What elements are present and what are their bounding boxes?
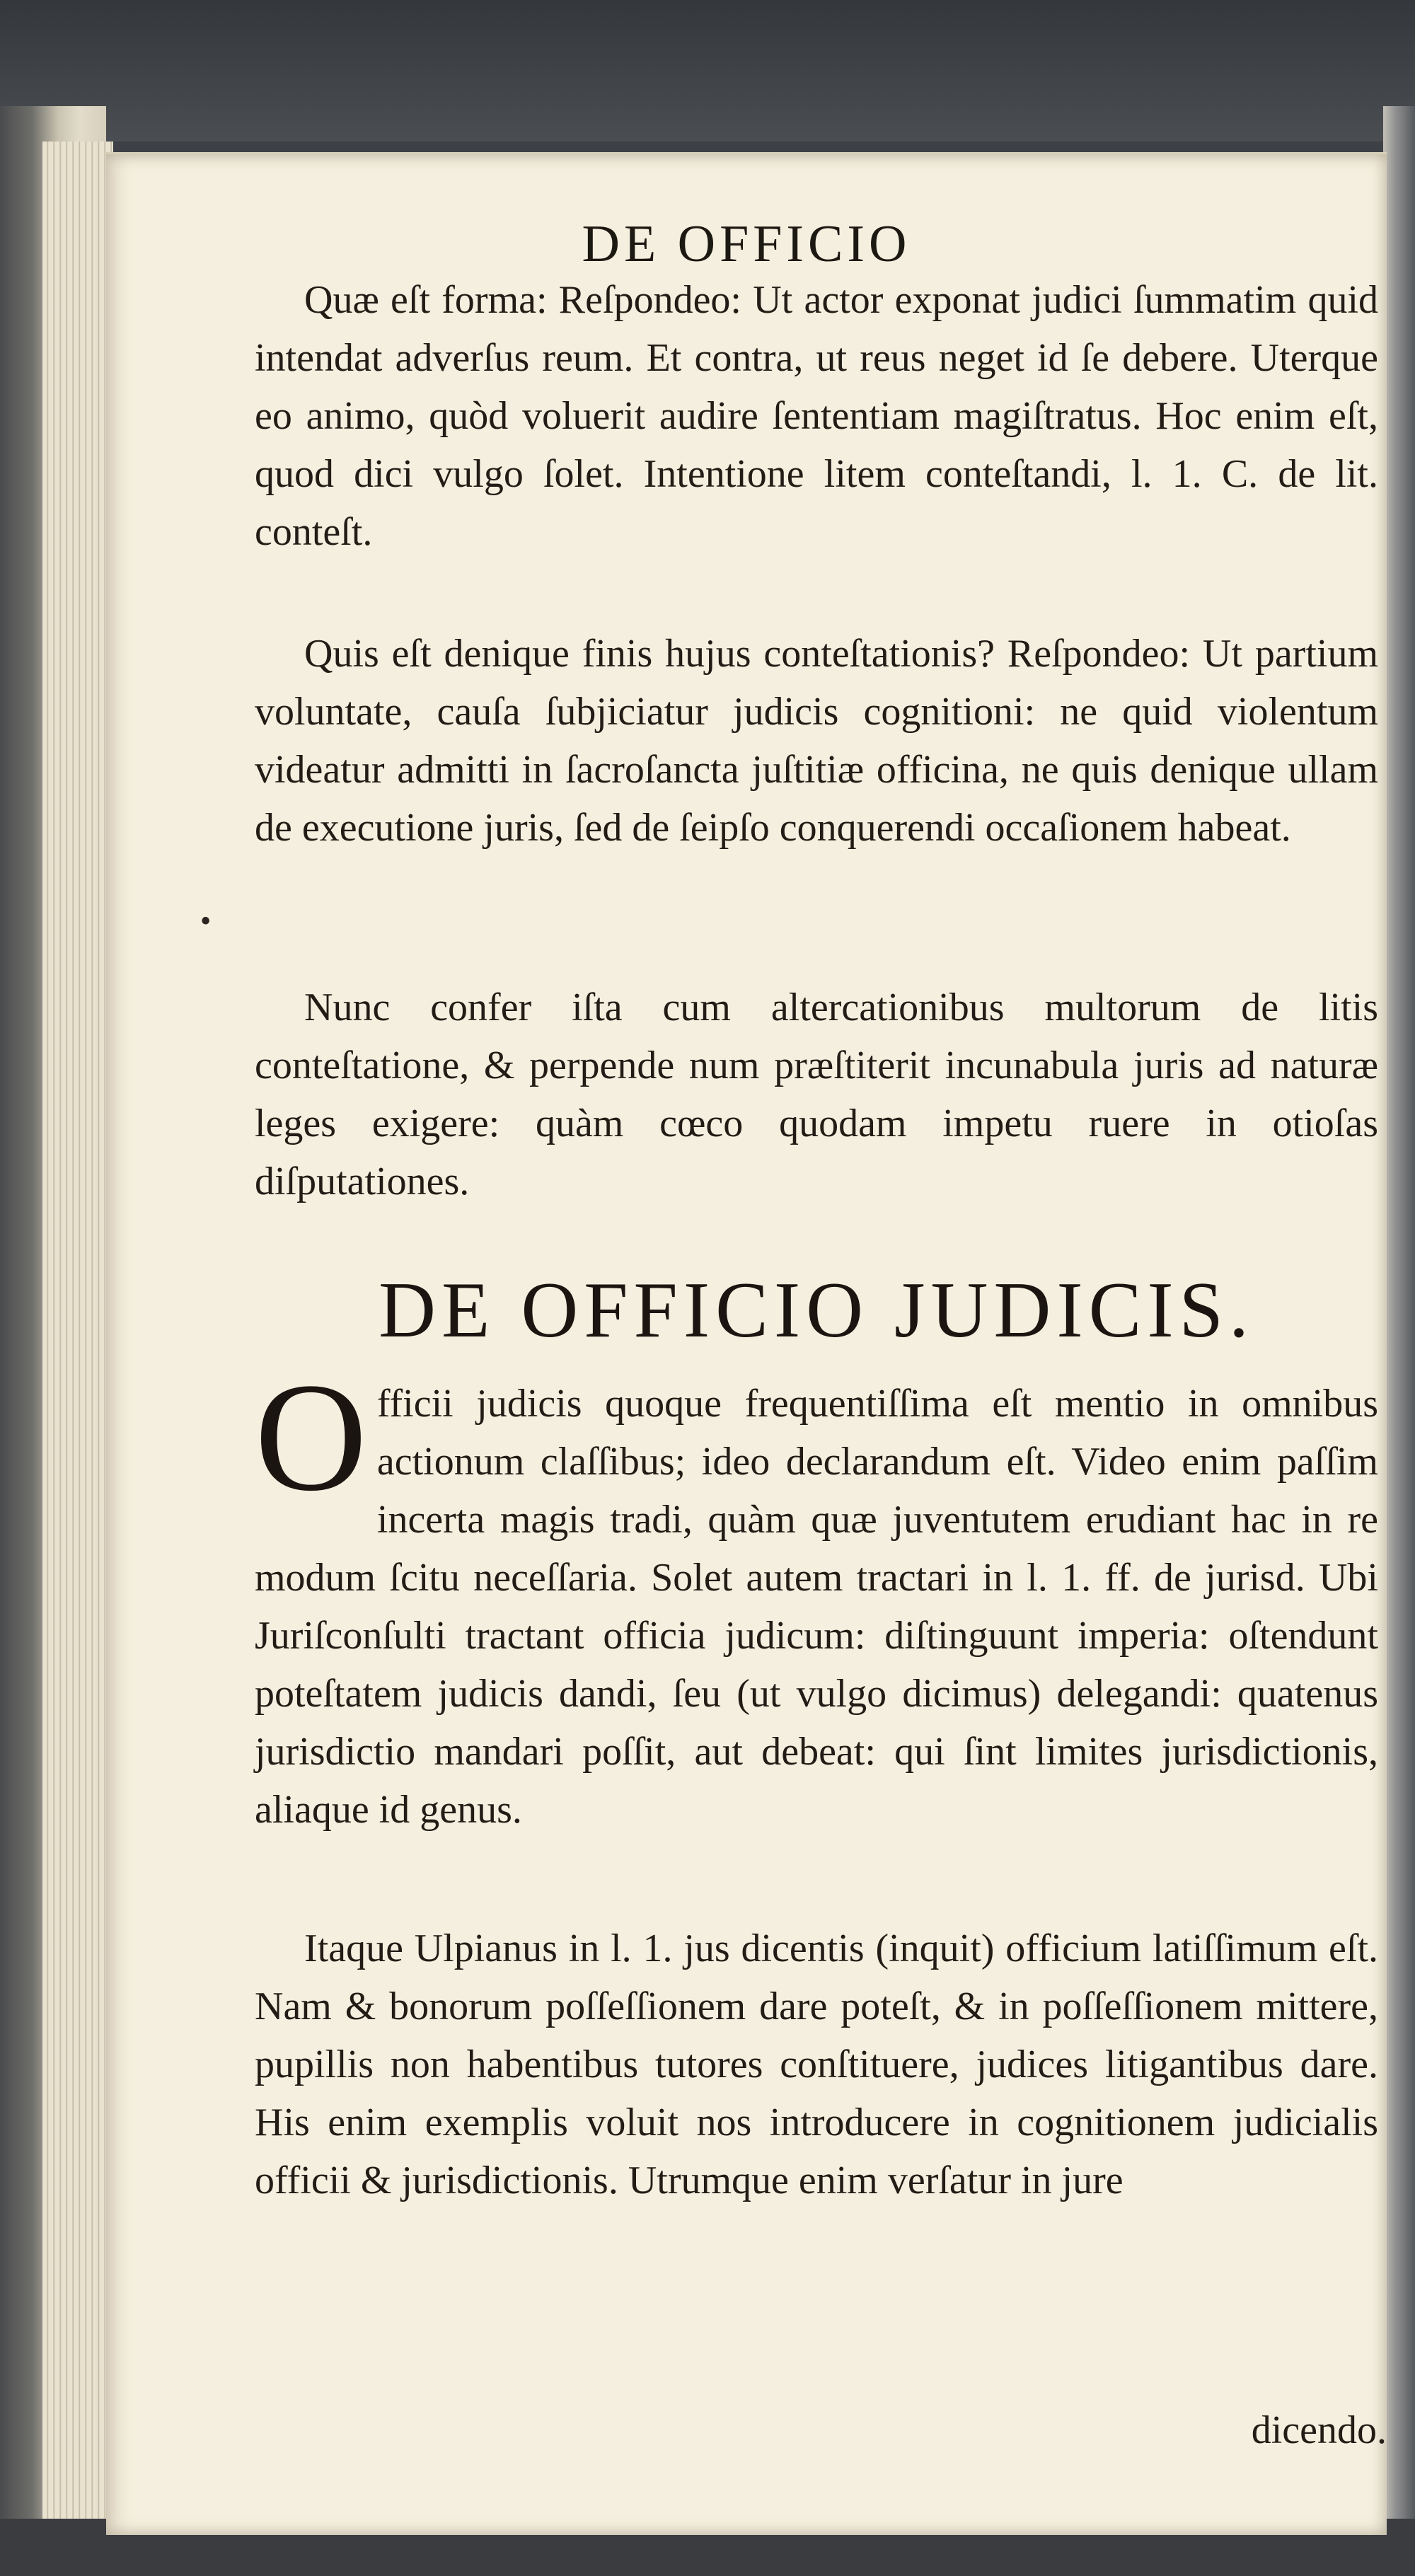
running-head: DE OFFICIO — [582, 215, 911, 273]
book-right-edge — [1383, 106, 1415, 2540]
section-paragraph-1-text: fficii judicis quoque frequentiſſima eſt mentio in omnibus actionum claſſibus; ideo declarandum eſt. Video enim paſſim incerta magis tradi, quàm quæ juventutem erudiant hac in re modum ſcitu neceſſaria. Solet autem tractari in l. 1. ff. de jurisd. Ubi Juriſconſulti tractant officia judicum: diſtinguunt imperia: oſtendunt poteſtatem judicis dandi, ſeu (ut vulgo dicimus) delegandi: quatenus jurisdictio mandari poſſit, aut debeat: qui ſint limites jurisdictionis, aliaque id genus. — [255, 1382, 1378, 1832]
paragraph-2-text: Quis eſt denique finis hujus conteſtationis? Reſpondeo: Ut partium voluntate, cauſa ſubjiciatur judicis cognitioni: ne quid violentum videatur admitti in ſacroſancta juſtitiæ officina, ne quis denique ullam de executione juris, ſed de ſeipſo conquerendi occaſionem habeat. — [255, 632, 1378, 850]
drop-cap: O — [255, 1351, 367, 1523]
paragraph-1 — [255, 271, 1378, 625]
page-stack-edge — [42, 141, 113, 2519]
paragraph-2 — [255, 625, 1378, 978]
scan-background-top — [0, 0, 1415, 141]
margin-bullet: • — [198, 908, 214, 937]
book-page — [106, 152, 1387, 2535]
section-paragraph-2 — [255, 1919, 1378, 2401]
paragraph-1-text: Quæ eſt forma: Reſpondeo: Ut actor exponat judici ſummatim quid intendat adverſus reum. Et contra, ut reus neget id ſe debere. Uterque eo animo, quòd voluerit audire ſententiam magiſtratus. Hoc enim eſt, quod dici vulgo ſolet. Intentione litem conteſtandi, l. 1. C. de lit. conteſt. — [255, 278, 1378, 554]
page-content — [106, 154, 1387, 2535]
paragraph-3-text: Nunc confer iſta cum altercationibus multorum de litis conteſtatione, & perpende num præſtiterit incunabula juris ad naturæ leges exigere: quàm cœco quodam impetu ruere in otioſas diſputationes. — [255, 986, 1378, 1203]
paragraph-3 — [255, 978, 1378, 1212]
catchword: dicendo. — [1251, 2408, 1387, 2452]
section-title: DE OFFICIO JUDICIS. — [379, 1266, 1254, 1354]
section-paragraph-2-text: Itaque Ulpianus in l. 1. jus dicentis (inquit) officium latiſſimum eſt. Nam & bonorum poſſeſſionem dare poteſt, & in poſſeſſionem mittere, pupillis non habentibus tutores conſtituere, judices litigantibus dare. His enim exemplis voluit nos introducere in cognitionem judicialis officii & jurisdictionis. Utrumque enim verſatur in jure — [255, 1927, 1378, 2202]
section-paragraph-1 — [255, 1351, 1378, 1919]
